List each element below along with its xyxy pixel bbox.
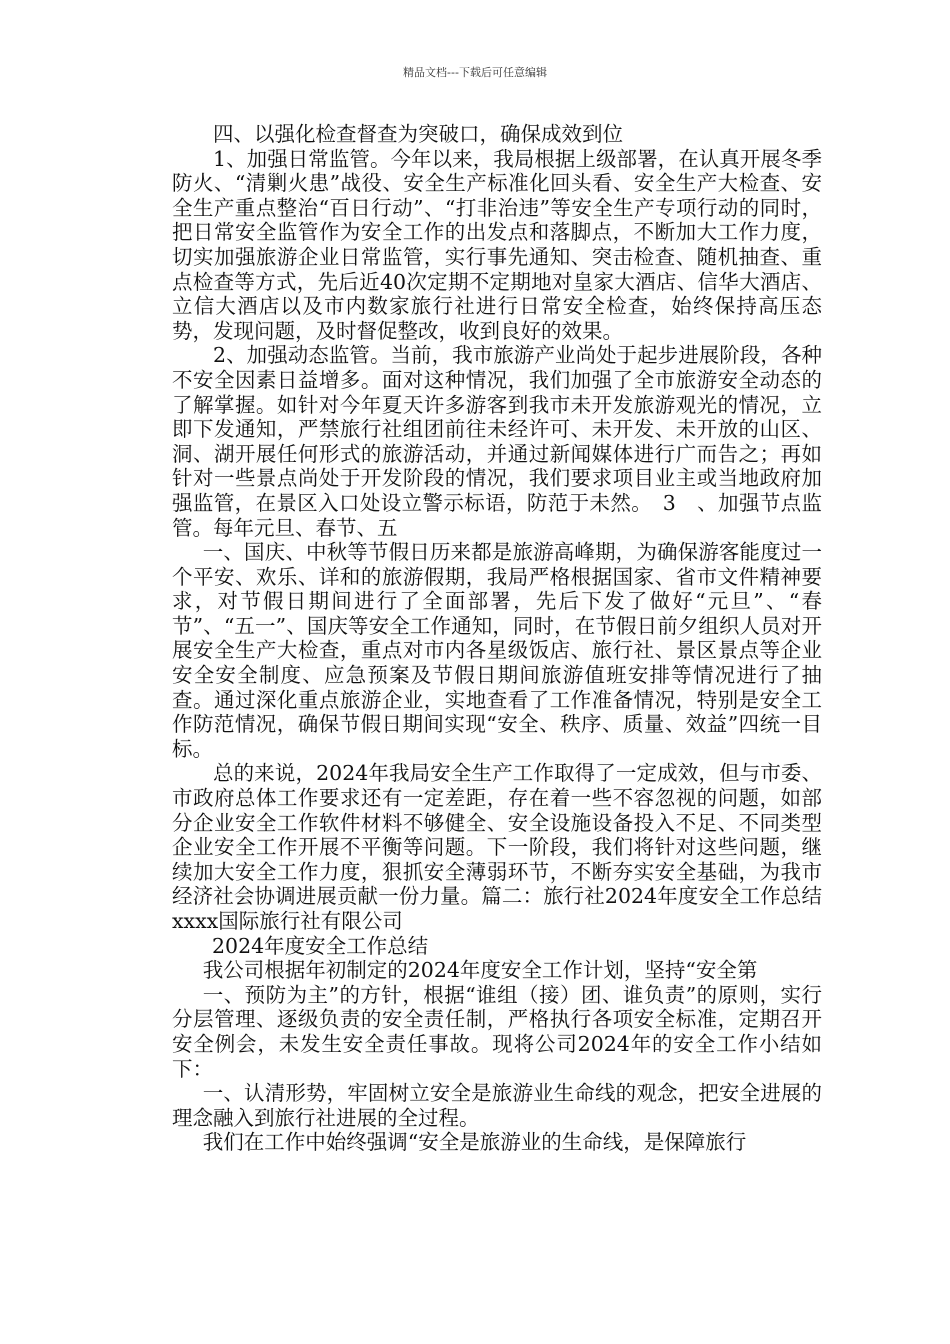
- paragraph: 2、加强动态监管。当前，我市旅游产业尚处于起步进展阶段，各种不安全因素日益增多。面对这种情况，我们加强了全市旅游安全动态的了解掌握。如针对今年夏天许多游客到我市未开发旅游观光的情况，立即下发通知，严禁旅行社组团前往未经许可、未开发、未开放的山区、洞、湖开展任何形式的旅游活动，并通过新闻媒体进行广而告之；再如针对一些景点尚处于开发阶段的情况，我们要求项目业主或当地政府加强监管，在景区入口处设立警示标语，防范于未然。 3 、加强节点监管。每年元旦、春节、五: [172, 343, 822, 540]
- paragraph: 一、预防为主”的方针，根据“谁组（接）团、谁负责”的原则，实行分层管理、逐级负责的安全责任制，严格执行各项安全标准，定期召开安全例会，未发生安全责任事故。现将公司2024年的安全工作小结如下：: [172, 982, 822, 1081]
- section-title: 2024年度安全工作总结: [212, 933, 429, 958]
- paragraph: 总的来说，2024年我局安全生产工作取得了一定成效，但与市委、市政府总体工作要求还有一定差距，存在着一些不容忽视的问题，如部分企业安全工作软件材料不够健全、安全设施设备投入不足、不同类型企业安全工作开展不平衡等问题。下一阶段，我们将针对这些问题，继续加大安全工作力度，狠抓安全薄弱环节，不断夯实安全基础，为我市经济社会协调进展贡献一份力量。篇二：旅行社2024年度安全工作总结 xxxx国际旅行社有限公司: [172, 761, 843, 933]
- paragraph: 我们在工作中始终强调“安全是旅游业的生命线，是保障旅行: [202, 1130, 747, 1155]
- section-heading: 四、以强化检查督查为突破口，确保成效到位: [213, 122, 623, 146]
- page-header: 精品文档---下载后可任意编辑: [403, 66, 547, 79]
- paragraph: 一、国庆、中秋等节假日历来都是旅游高峰期，为确保游客能度过一个平安、欢乐、详和的旅游假期，我局严格根据国家、省市文件精神要求，对节假日期间进行了全面部署，先后下发了做好“元旦”、“春节”、“五一”、国庆等安全工作通知，同时，在节假日前夕组织人员对开展安全生产大检查，重点对市内各星级饭店、旅行社、景区景点等企业安全安全制度、应急预案及节假日期间旅游值班安排等情况进行了抽查。通过深化重点旅游企业，实地查看了工作准备情况，特别是安全工作防范情况，确保节假日期间实现“安全、秩序、质量、效益”四统一目标。: [172, 540, 822, 761]
- document-body: [172, 122, 843, 1155]
- paragraph: 我公司根据年初制定的2024年度安全工作计划，坚持“安全第: [202, 958, 758, 983]
- paragraph: 一、认清形势，牢固树立安全是旅游业生命线的观念，把安全进展的理念融入到旅行社进展的全过程。: [172, 1081, 822, 1130]
- paragraph: 1、加强日常监管。今年以来，我局根据上级部署，在认真开展冬季防火、“清剿火患”战役、安全生产标准化回头看、安全生产大检查、安全生产重点整治“百日行动”、“打非治违”等安全生产专项行动的同时，把日常安全监管作为安全工作的出发点和落脚点，不断加大工作力度，切实加强旅游企业日常监管，实行事先通知、突击检查、随机抽查、重点检查等方式，先后近40次定期不定期地对皇家大酒店、信华大酒店、立信大酒店以及市内数家旅行社进行日常安全检查，始终保持高压态势，发现问题，及时督促整改，收到良好的效果。: [172, 146, 822, 343]
